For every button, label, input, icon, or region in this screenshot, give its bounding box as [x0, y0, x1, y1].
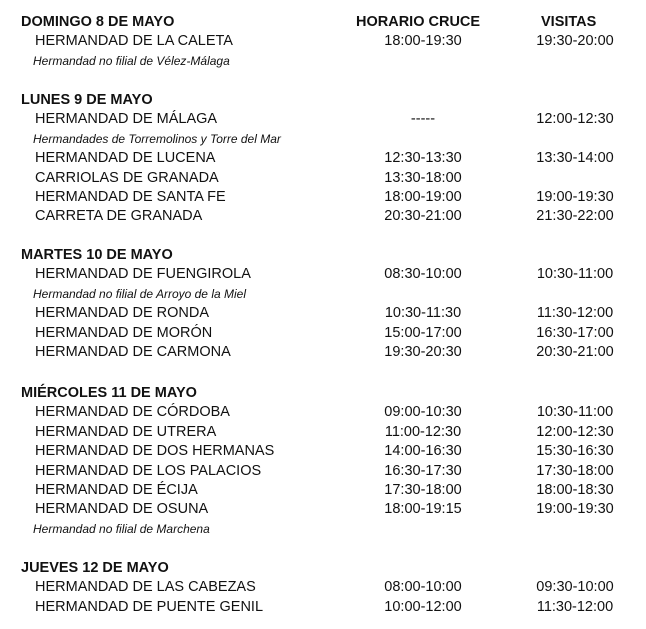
schedule-row — [0, 109, 646, 129]
schedule-row — [0, 264, 646, 284]
crossing-time: 18:00-19:15 — [384, 501, 462, 518]
crossing-time: 11:00-12:30 — [384, 423, 462, 440]
crossing-time: 14:00-16:30 — [384, 443, 462, 460]
visit-time: 19:00-19:30 — [536, 501, 614, 518]
day-heading: MARTES 10 DE MAYO — [21, 247, 173, 263]
brotherhood-name: HERMANDAD DE PUENTE GENIL — [35, 598, 264, 615]
crossing-time: 10:00-12:00 — [384, 598, 462, 615]
brotherhood-name: HERMANDAD DE UTRERA — [35, 423, 217, 440]
brotherhood-name: HERMANDAD DE LUCENA — [35, 150, 216, 167]
crossing-time: ----- — [410, 111, 436, 128]
brotherhood-note: Hermandad no filial de Arroyo de la Miel — [33, 286, 246, 301]
brotherhood-name: HERMANDAD DE ÉCIJA — [35, 482, 198, 498]
schedule-row — [0, 187, 646, 207]
brotherhood-name: CARRETA DE GRANADA — [35, 208, 203, 225]
visits-header: VISITAS — [541, 14, 597, 30]
brotherhood-note: Hermandad no filial de Marchena — [33, 521, 210, 536]
schedule-row — [0, 148, 646, 168]
brotherhood-name: HERMANDAD DE CARMONA — [35, 344, 231, 360]
brotherhood-name: HERMANDAD DE FUENGIROLA — [35, 266, 251, 283]
crossing-time: 08:00-10:00 — [384, 579, 462, 596]
schedule-row — [0, 342, 646, 362]
day-heading: LUNES 9 DE MAYO — [21, 92, 153, 108]
visit-time: 16:30-17:00 — [536, 324, 614, 341]
brotherhood-name: HERMANDAD DE RONDA — [35, 305, 210, 322]
schedule-row — [0, 422, 646, 442]
crossing-time: 18:00-19:00 — [384, 189, 462, 205]
visit-time: 13:30-14:00 — [536, 150, 614, 167]
crossing-time: 10:30-11:30 — [384, 305, 462, 322]
brotherhood-name: CARRIOLAS DE GRANADA — [35, 169, 219, 186]
visit-time: 11:30-12:00 — [536, 305, 614, 322]
crossing-time: 16:30-17:30 — [384, 462, 462, 479]
schedule-row — [0, 499, 646, 519]
brotherhood-note: Hermandad no filial de Vélez-Málaga — [33, 53, 230, 68]
brotherhood-note: Hermandades de Torremolinos y Torre del Mar — [33, 131, 281, 146]
visit-time: 15:30-16:30 — [536, 443, 614, 460]
schedule-row — [0, 402, 646, 422]
crossing-time: 15:00-17:00 — [384, 324, 462, 341]
brotherhood-name: HERMANDAD DE OSUNA — [35, 501, 209, 518]
crossing-time: 17:30-18:00 — [384, 482, 462, 498]
brotherhood-name: HERMANDAD DE MORÓN — [35, 324, 213, 341]
schedule-row — [0, 323, 646, 343]
day-heading: MIÉRCOLES 11 DE MAYO — [21, 385, 197, 401]
crossing-time: 20:30-21:00 — [384, 208, 462, 225]
crossing-time: 08:30-10:00 — [384, 266, 462, 283]
brotherhood-name: HERMANDAD DE SANTA FE — [35, 189, 226, 205]
schedule-row — [0, 597, 646, 617]
schedule-row — [0, 461, 646, 481]
visit-time: 19:30-20:00 — [536, 33, 614, 50]
day-heading: JUEVES 12 DE MAYO — [21, 560, 169, 576]
crossing-time: 12:30-13:30 — [384, 150, 462, 167]
visit-time: 17:30-18:00 — [536, 462, 614, 479]
brotherhood-name: HERMANDAD DE MÁLAGA — [35, 111, 218, 128]
schedule-row — [0, 206, 646, 226]
day-heading: DOMINGO 8 DE MAYO — [21, 14, 175, 30]
crossing-time-header: HORARIO CRUCE — [356, 14, 481, 30]
brotherhood-name: HERMANDAD DE LAS CABEZAS — [35, 579, 256, 596]
visit-time: 20:30-21:00 — [536, 344, 614, 360]
schedule-row — [0, 303, 646, 323]
brotherhood-name: HERMANDAD DE DOS HERMANAS — [35, 443, 275, 460]
visit-time: 09:30-10:00 — [536, 579, 614, 596]
schedule-row — [0, 168, 646, 188]
crossing-time: 13:30-18:00 — [384, 169, 462, 186]
visit-time: 19:00-19:30 — [536, 189, 614, 205]
visit-time: 12:00-12:30 — [536, 111, 614, 128]
crossing-time: 18:00-19:30 — [384, 33, 462, 50]
crossing-time: 09:00-10:30 — [384, 404, 462, 421]
visit-time: 21:30-22:00 — [536, 208, 614, 225]
brotherhood-name: HERMANDAD DE LOS PALACIOS — [35, 462, 262, 479]
visit-time: 10:30-11:00 — [536, 266, 614, 283]
brotherhood-name: HERMANDAD DE CÓRDOBA — [35, 404, 230, 421]
visit-time: 18:00-18:30 — [536, 482, 614, 498]
visit-time: 10:30-11:00 — [536, 404, 614, 421]
schedule-row — [0, 480, 646, 500]
brotherhood-name: HERMANDAD DE LA CALETA — [35, 33, 233, 50]
schedule-row — [0, 441, 646, 461]
schedule-row — [0, 31, 646, 51]
crossing-time: 19:30-20:30 — [384, 344, 462, 360]
visit-time: 12:00-12:30 — [536, 423, 614, 440]
visit-time: 11:30-12:00 — [536, 598, 614, 615]
schedule-row — [0, 577, 646, 597]
